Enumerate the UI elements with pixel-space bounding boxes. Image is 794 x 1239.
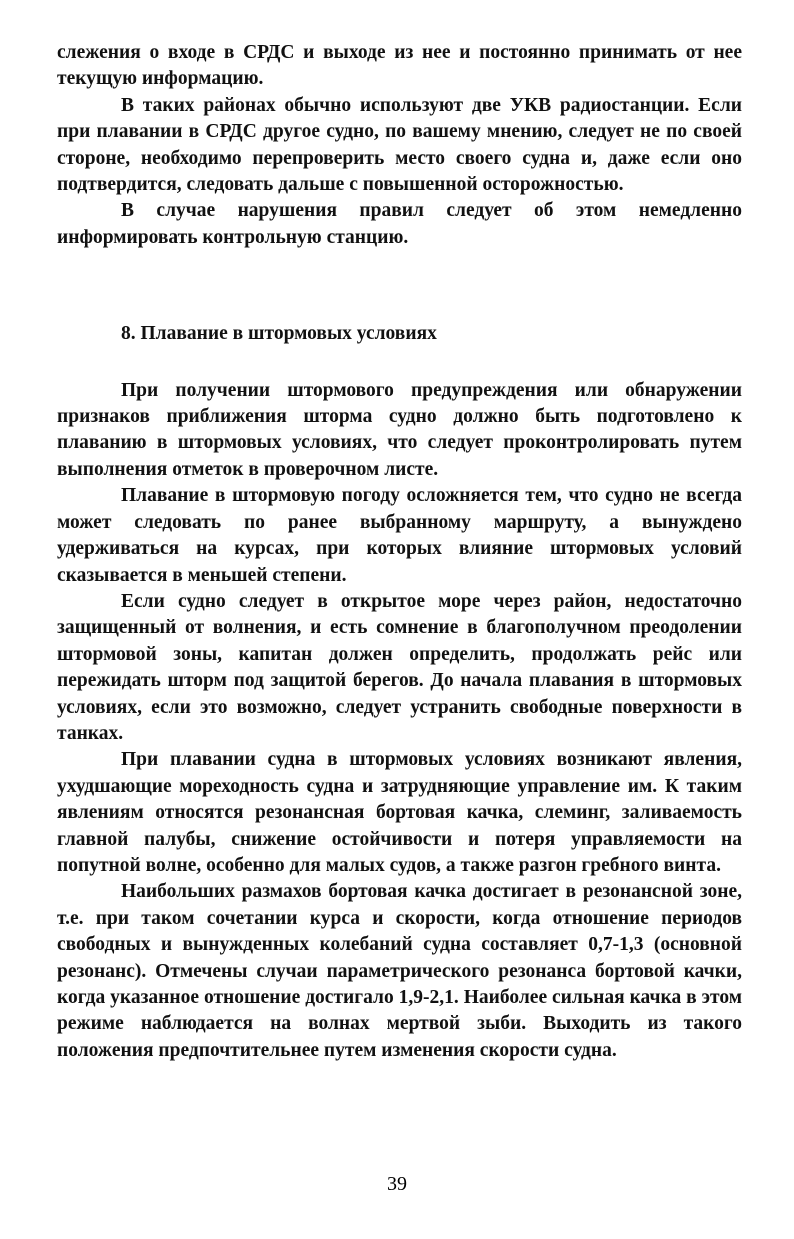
paragraph-open-sea: Если судно следует в открытое море через район, недостаточно защищенный от волнения, и есть сомнение в благополучном преодолении штормовой зоны, капитан должен определить, продолжать рейс или пережидать шторм под защитой берегов. До начала плавания в штормовых условиях, если это возможно, следует устранить свободные поверхности в танках. bbox=[57, 590, 742, 744]
paragraph-continuation: слежения о входе в СРДС и выходе из нее и постоянно принимать от нее текущую информацию. bbox=[57, 42, 742, 90]
paragraph-rule-violation: В случае нарушения правил следует об этом немедленно информировать контрольную станцию. bbox=[57, 200, 742, 248]
paragraph-storm-route: Плавание в штормовую погоду осложняется тем, что судно не всегда может следовать по ранее выбранному маршруту, а вынуждено удерживаться на курсах, при которых влияние штормовых условий сказывается в меньшей степени. bbox=[57, 485, 742, 586]
page-number: 39 bbox=[387, 1173, 407, 1195]
paragraph-seaworthiness: При плавании судна в штормовых условиях возникают явления, ухудшающие мореходность судна и затрудняющие управление им. К таким явлениям относятся резонансная бортовая качка, слеминг, заливаемость главной палубы, снижение остойчивости и потеря управляемости на попутной волне, особенно для малых судов, а также разгон гребного винта. bbox=[57, 749, 742, 876]
paragraph-resonance: Наибольших размахов бортовая качка достигает в резонансной зоне, т.е. при таком сочетании курса и скорости, когда отношение периодов свободных и вынужденных колебаний судна составляет 0,7-1,3 (основной резонанс). Отмечены случаи параметрического резонанса бортовой качки, когда указанное отношение достигало 1,9-2,1. Наиболее сильная качка в этом режиме наблюдается на волнах мертвой зыби. Выходить из такого положения предпочтительнее путем изменения скорости судна. bbox=[57, 881, 742, 1061]
paragraph-vhf-radio: В таких районах обычно используют две УКВ радиостанции. Если при плавании в СРДС другое судно, по вашему мнению, следует не по своей стороне, необходимо перепроверить место своего судна и, даже если оно подтвердится, следовать дальше с повышенной осторожностью. bbox=[57, 94, 742, 196]
section-heading: 8. Плавание в штормовых условиях bbox=[121, 323, 437, 345]
paragraph-storm-warning: При получении штормового предупреждения или обнаружении признаков приближения шторма судно должно быть подготовлено к плаванию в штормовых условиях, что следует проконтролировать путем выполнения отметок в проверочном листе. bbox=[57, 379, 742, 480]
